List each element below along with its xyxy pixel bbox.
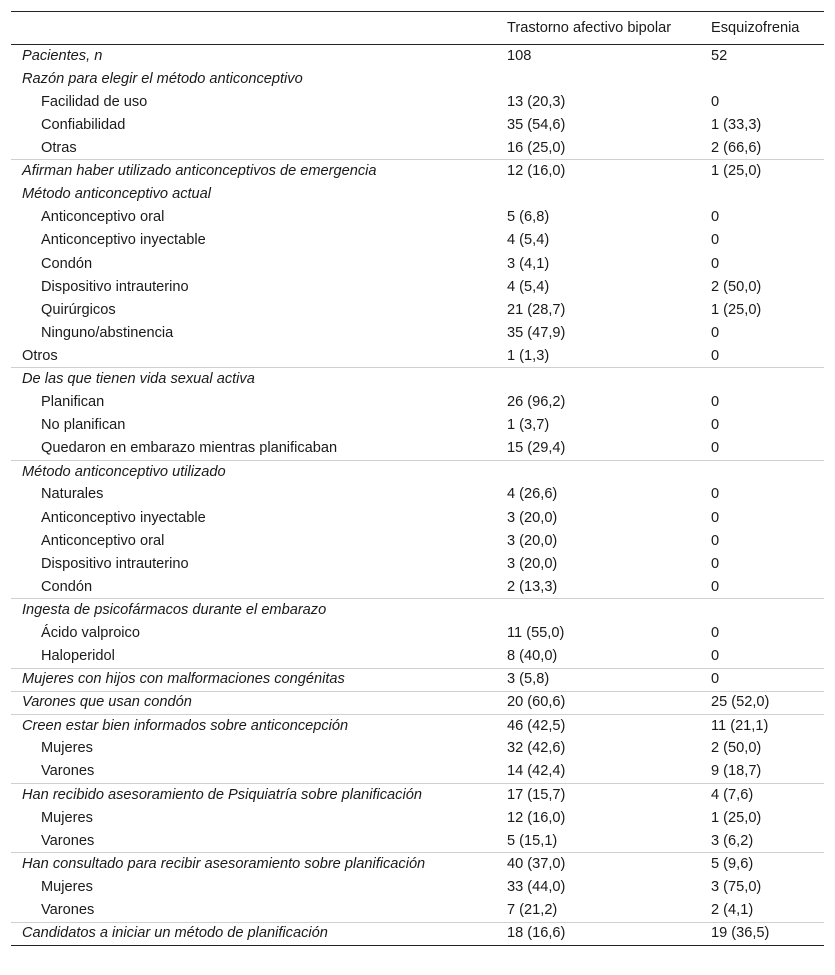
- cell-bipolar: [507, 368, 711, 391]
- cell-bipolar: 2 (13,3): [507, 578, 558, 595]
- cell-bipolar: 13 (20,3): [507, 93, 566, 110]
- table-header: [11, 12, 824, 45]
- cell-bipolar: 8 (40,0): [507, 647, 558, 664]
- cell-bipolar: 33 (44,0): [507, 879, 566, 896]
- header-col-label: [11, 12, 507, 45]
- cell-bipolar: 4 (26,6): [507, 486, 558, 503]
- cell-bipolar: 26 (96,2): [507, 394, 566, 411]
- table-row: [11, 830, 824, 853]
- table-row: [11, 668, 824, 691]
- table-row: [11, 506, 824, 529]
- cell-bipolar: 32 (42,6): [507, 740, 566, 757]
- cell-bipolar: 17 (15,7): [507, 784, 711, 807]
- cell-esquizofrenia: 11 (21,1): [711, 714, 824, 737]
- cell-bipolar: 18 (16,6): [507, 922, 711, 945]
- row-label: Afirman haber utilizado anticonceptivos de emergencia: [11, 160, 507, 183]
- row-label: Varones: [41, 832, 95, 849]
- cell-bipolar: 12 (16,0): [507, 809, 566, 826]
- cell-bipolar: 11 (55,0): [507, 625, 565, 641]
- cell-bipolar: 5 (15,1): [507, 832, 558, 849]
- cell-esquizofrenia: 1 (25,0): [711, 301, 762, 318]
- row-label: Mujeres con hijos con malformaciones congénitas: [11, 668, 507, 691]
- cell-esquizofrenia: 0: [711, 324, 720, 341]
- cell-bipolar: 15 (29,4): [507, 440, 566, 456]
- cell-esquizofrenia: 3 (75,0): [711, 879, 762, 896]
- table-row: [11, 206, 824, 229]
- table-body: [11, 45, 824, 946]
- table-row: [11, 437, 824, 460]
- cell-esquizofrenia: 0: [711, 668, 824, 691]
- table-row: [11, 483, 824, 506]
- cell-bipolar: 3 (20,0): [507, 509, 558, 526]
- cell-esquizofrenia: 52: [711, 47, 728, 64]
- table-row: [11, 576, 824, 599]
- table-row: [11, 691, 824, 714]
- table-row: [11, 529, 824, 552]
- data-table: [11, 11, 824, 946]
- row-label: No planifican: [41, 417, 126, 434]
- row-label: De las que tienen vida sexual activa: [11, 368, 507, 391]
- table-row: [11, 137, 824, 160]
- cell-esquizofrenia: 0: [711, 232, 720, 249]
- cell-bipolar: 3 (5,8): [507, 668, 711, 691]
- header-col-bipolar: Trastorno afectivo bipolar: [507, 12, 711, 45]
- row-label: Han recibido asesoramiento de Psiquiatría sobre planificación: [11, 784, 507, 807]
- cell-esquizofrenia: 1 (33,3): [711, 116, 762, 133]
- cell-esquizofrenia: 0: [711, 417, 720, 434]
- cell-esquizofrenia: 0: [711, 209, 720, 226]
- table-row: [11, 322, 824, 345]
- row-label: Mujeres: [41, 809, 93, 826]
- row-label: Dispositivo intrauterino: [41, 278, 189, 295]
- row-label: Varones: [41, 763, 95, 780]
- row-label: Mujeres: [41, 740, 93, 757]
- cell-bipolar: 3 (4,1): [507, 255, 550, 272]
- row-label: Candidatos a iniciar un método de planificación: [11, 922, 507, 945]
- cell-esquizofrenia: 2 (66,6): [711, 139, 762, 156]
- row-label: Creen estar bien informados sobre anticoncepción: [11, 714, 507, 737]
- table-row: [11, 784, 824, 807]
- cell-esquizofrenia: 2 (4,1): [711, 901, 754, 918]
- table-row: [11, 45, 824, 68]
- cell-esquizofrenia: 3 (6,2): [711, 832, 754, 849]
- cell-esquizofrenia: 1 (25,0): [711, 809, 762, 826]
- cell-bipolar: [507, 68, 711, 91]
- cell-bipolar: 21 (28,7): [507, 301, 566, 318]
- cell-bipolar: 40 (37,0): [507, 853, 711, 876]
- row-label: Anticonceptivo oral: [41, 532, 165, 549]
- table-row: [11, 345, 824, 368]
- table-row: [11, 737, 824, 760]
- table-row: [11, 460, 824, 483]
- cell-esquizofrenia: [711, 368, 824, 391]
- row-label: Otras: [41, 139, 77, 156]
- cell-bipolar: [507, 460, 711, 483]
- row-label: Quirúrgicos: [41, 301, 116, 318]
- cell-bipolar: 1 (3,7): [507, 417, 550, 434]
- cell-esquizofrenia: 0: [711, 578, 720, 595]
- row-label: Planifican: [41, 394, 105, 411]
- row-label: Pacientes, n: [22, 47, 103, 64]
- cell-esquizofrenia: 0: [711, 440, 720, 456]
- table-row: [11, 183, 824, 206]
- row-label: Facilidad de uso: [41, 93, 148, 110]
- table-row: [11, 922, 824, 945]
- cell-bipolar: 14 (42,4): [507, 763, 566, 780]
- cell-bipolar: 108: [507, 47, 532, 64]
- cell-bipolar: 35 (54,6): [507, 116, 566, 133]
- cell-bipolar: 20 (60,6): [507, 691, 711, 714]
- row-label: Dispositivo intrauterino: [41, 555, 189, 572]
- table-row: [11, 368, 824, 391]
- row-label: Condón: [41, 578, 93, 595]
- row-label: Anticonceptivo oral: [41, 209, 165, 226]
- cell-esquizofrenia: 0: [711, 93, 720, 110]
- cell-bipolar: [507, 183, 711, 206]
- cell-esquizofrenia: [711, 183, 824, 206]
- row-label: Quedaron en embarazo mientras planificaban: [41, 440, 338, 456]
- table-row: [11, 68, 824, 91]
- table-row: [11, 760, 824, 783]
- row-label: Condón: [41, 255, 93, 272]
- cell-bipolar: 3 (20,0): [507, 555, 558, 572]
- table-row: [11, 714, 824, 737]
- row-label: Método anticonceptivo actual: [22, 186, 212, 203]
- table-row: [11, 599, 824, 622]
- cell-esquizofrenia: 0: [711, 555, 720, 572]
- cell-esquizofrenia: [711, 599, 824, 622]
- row-label: Han consultado para recibir asesoramiento sobre planificación: [11, 853, 507, 876]
- cell-esquizofrenia: 0: [711, 347, 720, 364]
- cell-bipolar: 1 (1,3): [507, 347, 550, 364]
- cell-esquizofrenia: 5 (9,6): [711, 853, 824, 876]
- row-label: Mujeres: [41, 879, 93, 896]
- row-label: Método anticonceptivo utilizado: [11, 460, 507, 483]
- cell-esquizofrenia: 0: [711, 255, 720, 272]
- table-row: [11, 229, 824, 252]
- table-row: [11, 160, 824, 183]
- table-row: [11, 645, 824, 668]
- table-row: [11, 91, 824, 114]
- row-label: Ácido valproico: [41, 625, 140, 641]
- cell-esquizofrenia: [711, 460, 824, 483]
- table-row: [11, 114, 824, 137]
- row-label: Ninguno/abstinencia: [41, 324, 174, 341]
- cell-bipolar: 12 (16,0): [507, 160, 711, 183]
- cell-esquizofrenia: 0: [711, 394, 720, 411]
- table-row: [11, 553, 824, 576]
- cell-bipolar: 3 (20,0): [507, 532, 558, 549]
- cell-esquizofrenia: 2 (50,0): [711, 278, 762, 295]
- cell-bipolar: 5 (6,8): [507, 209, 550, 226]
- table-row: [11, 899, 824, 922]
- table-row: [11, 853, 824, 876]
- table-row: [11, 807, 824, 830]
- row-label: Confiabilidad: [41, 116, 126, 133]
- row-label: Otros: [22, 347, 58, 364]
- row-label: Varones que usan condón: [11, 691, 507, 714]
- cell-esquizofrenia: 19 (36,5): [711, 922, 824, 945]
- table-row: [11, 299, 824, 322]
- cell-bipolar: 4 (5,4): [507, 278, 550, 295]
- cell-esquizofrenia: 1 (25,0): [711, 160, 824, 183]
- row-label: Haloperidol: [41, 647, 115, 664]
- cell-esquizofrenia: 0: [711, 625, 720, 641]
- cell-esquizofrenia: 9 (18,7): [711, 763, 762, 780]
- cell-esquizofrenia: 0: [711, 647, 720, 664]
- cell-esquizofrenia: 0: [711, 486, 720, 503]
- table-row: [11, 391, 824, 414]
- row-label: Naturales: [41, 486, 104, 503]
- cell-esquizofrenia: 2 (50,0): [711, 740, 762, 757]
- table-row: [11, 252, 824, 275]
- cell-bipolar: 46 (42,5): [507, 714, 711, 737]
- table-row: [11, 876, 824, 899]
- header-col-esquizofrenia: Esquizofrenia: [711, 12, 824, 45]
- cell-esquizofrenia: 0: [711, 532, 720, 549]
- cell-esquizofrenia: [711, 68, 824, 91]
- table-row: [11, 622, 824, 645]
- cell-esquizofrenia: 4 (7,6): [711, 784, 824, 807]
- row-label: Anticonceptivo inyectable: [41, 509, 206, 526]
- table-row: [11, 414, 824, 437]
- cell-esquizofrenia: 25 (52,0): [711, 691, 824, 714]
- cell-bipolar: 16 (25,0): [507, 139, 566, 156]
- row-label: Razón para elegir el método anticonceptivo: [22, 70, 303, 87]
- cell-bipolar: 4 (5,4): [507, 232, 550, 249]
- cell-esquizofrenia: 0: [711, 509, 720, 526]
- table-row: [11, 275, 824, 298]
- row-label: Varones: [41, 901, 95, 918]
- cell-bipolar: 7 (21,2): [507, 901, 558, 918]
- header-row: [11, 12, 824, 45]
- cell-bipolar: [507, 599, 711, 622]
- row-label: Anticonceptivo inyectable: [41, 232, 206, 249]
- row-label: Ingesta de psicofármacos durante el embarazo: [11, 599, 507, 622]
- cell-bipolar: 35 (47,9): [507, 324, 566, 341]
